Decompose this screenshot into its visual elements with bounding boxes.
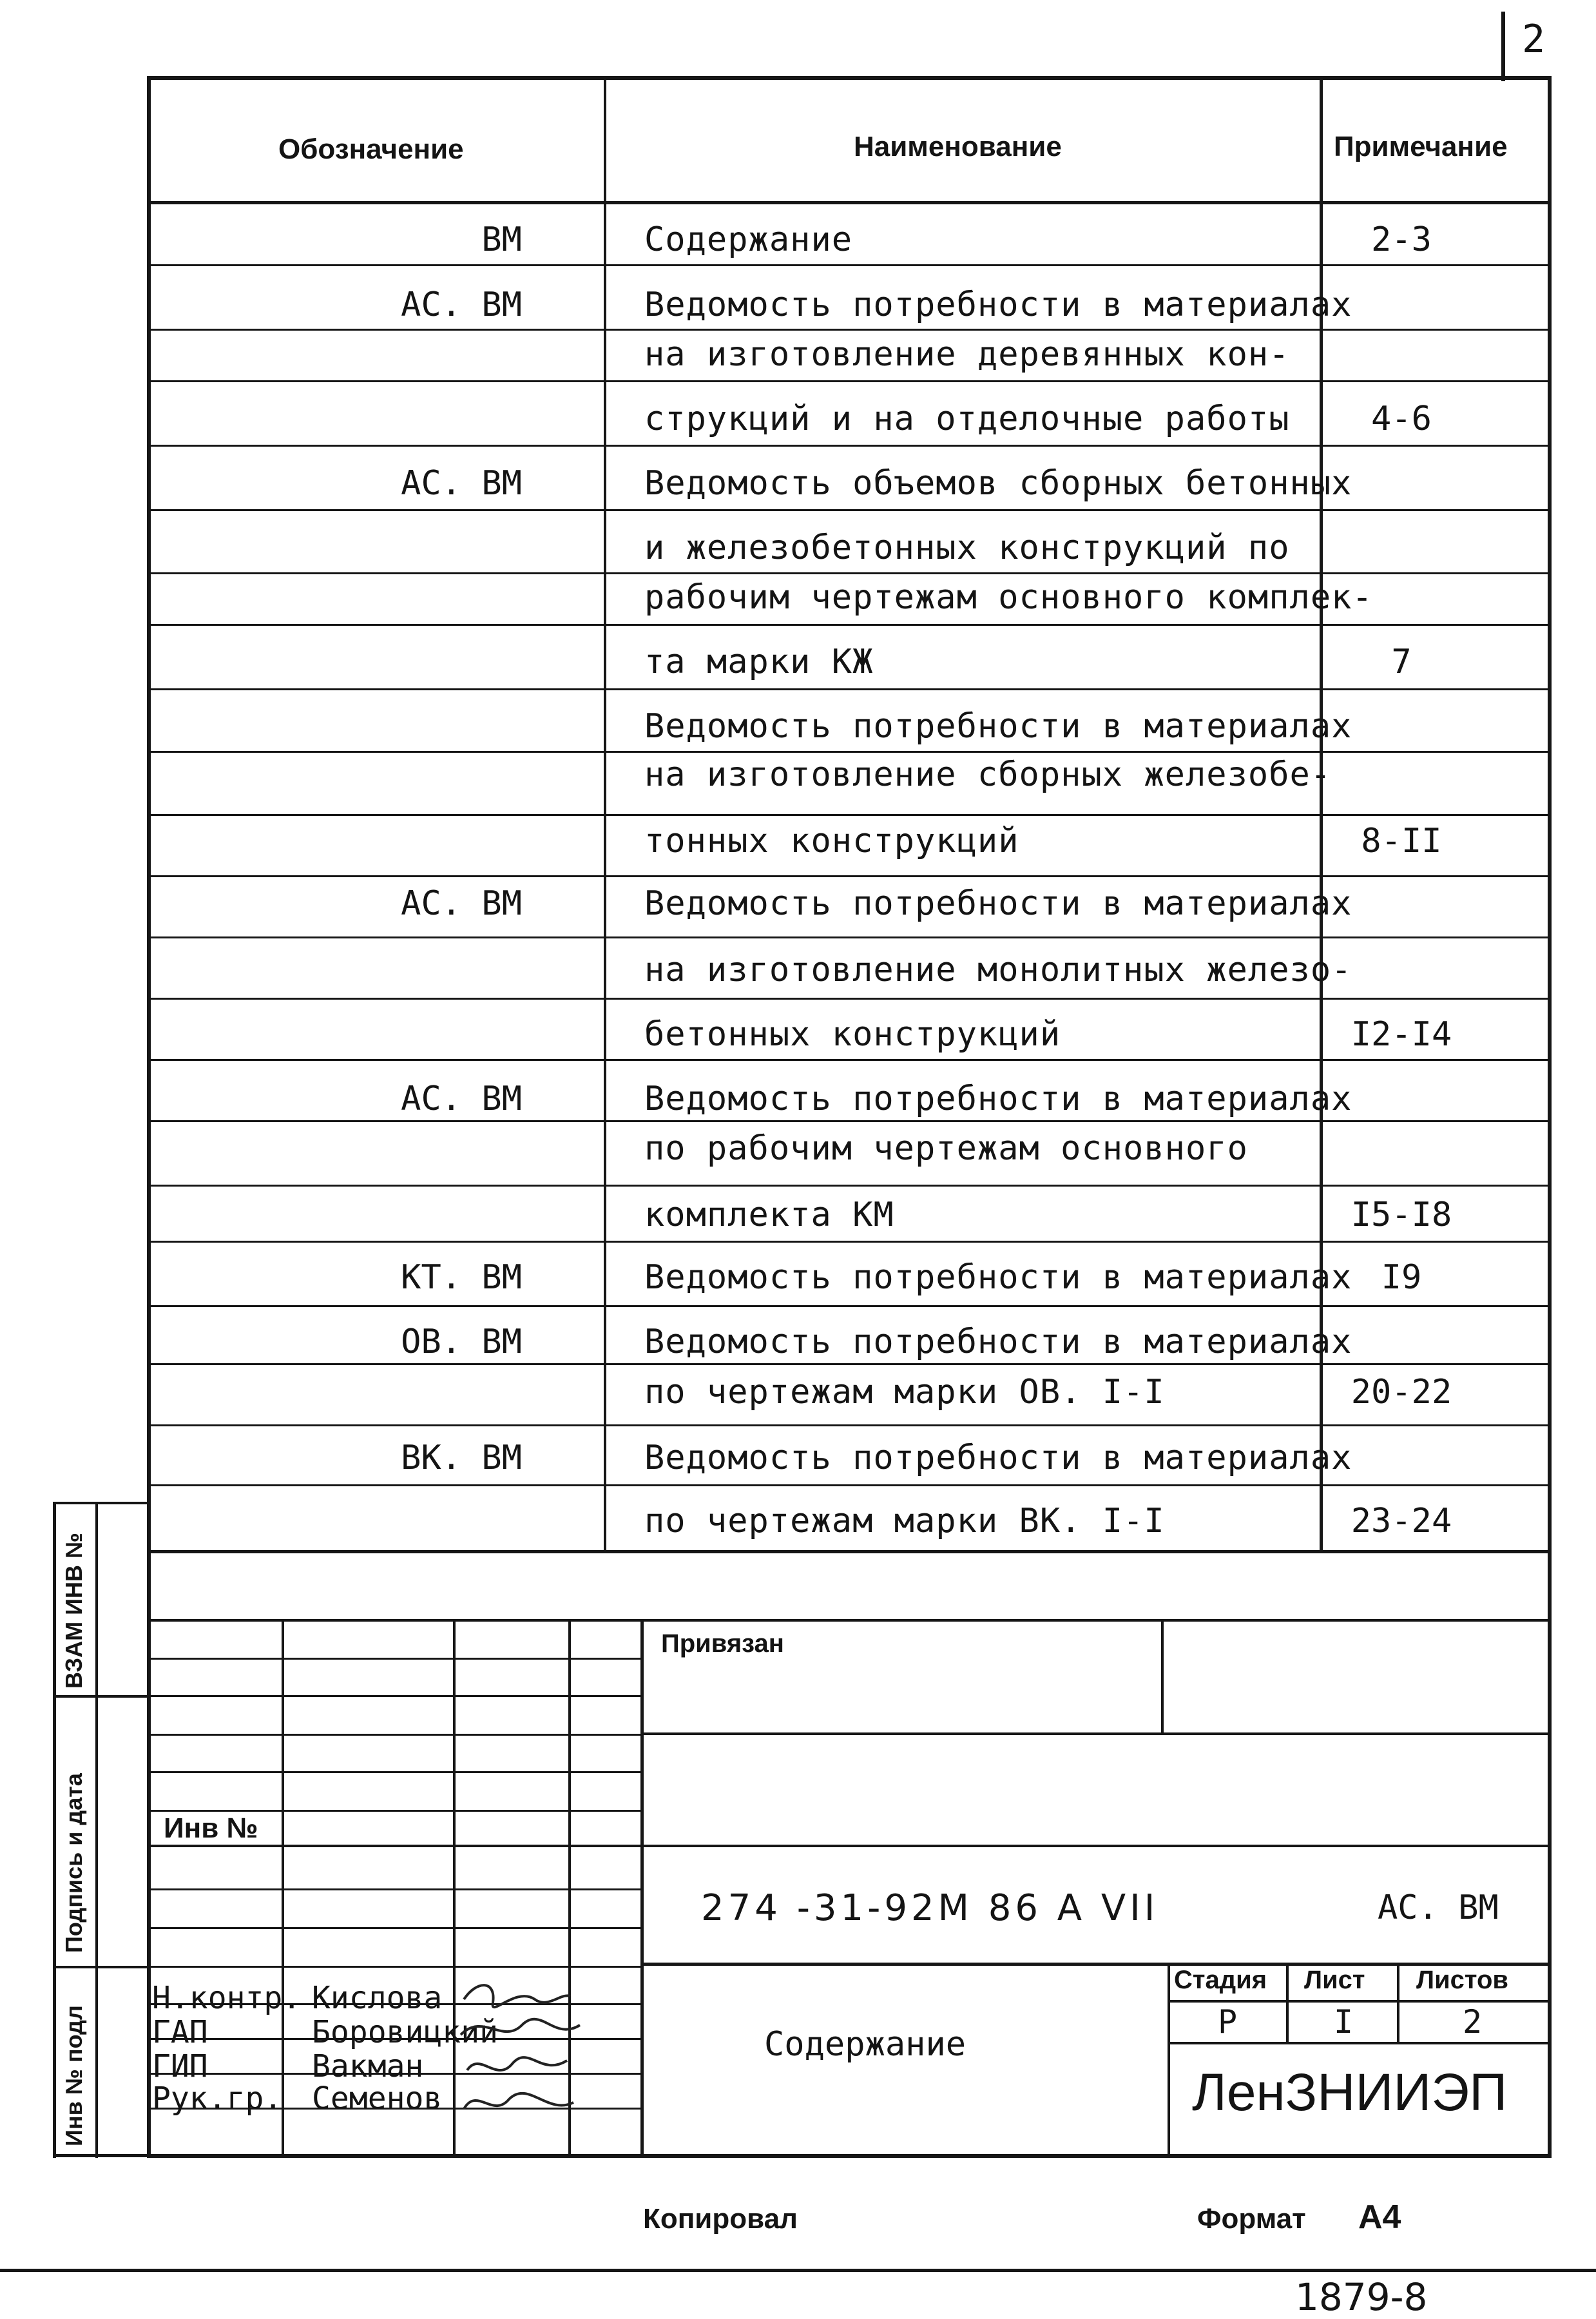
row-line bbox=[147, 751, 1552, 753]
stamp-organization: ЛенЗНИИЭП bbox=[1192, 2063, 1508, 2122]
header-note: Примечание bbox=[1334, 131, 1508, 162]
footer-format-value: А4 bbox=[1358, 2198, 1401, 2236]
stamp-person: Семенов bbox=[312, 2081, 443, 2117]
row-note: 4-6 bbox=[1371, 400, 1432, 438]
row-name: рабочим чертежам основного комплек- bbox=[644, 578, 1373, 617]
row-line bbox=[147, 329, 1552, 331]
stamp-row bbox=[147, 1927, 642, 1929]
row-name: тонных конструкций bbox=[644, 822, 1019, 860]
stamp-person: Кислова bbox=[312, 1980, 443, 2016]
side-strip-divider bbox=[53, 1966, 149, 1968]
stamp-person: Боровицкий bbox=[312, 2014, 498, 2050]
row-line bbox=[147, 998, 1552, 1000]
footer-rule bbox=[0, 2269, 1596, 2272]
stamp-title: Содержание bbox=[764, 2025, 966, 2064]
side-label-sign-date: Подпись и дата bbox=[61, 1773, 87, 1953]
row-line bbox=[147, 1484, 1552, 1486]
stamp-role: ГАП bbox=[152, 2014, 208, 2050]
row-line bbox=[147, 1424, 1552, 1426]
stamp-top bbox=[147, 1619, 1552, 1622]
row-name: на изготовление сборных железобе- bbox=[644, 755, 1332, 794]
stamp-privyazan: Привязан bbox=[661, 1629, 784, 1658]
stamp-row bbox=[1168, 2042, 1552, 2044]
stamp-role: Рук.гр. bbox=[152, 2081, 283, 2117]
row-name: Ведомость потребности в материалах bbox=[644, 884, 1352, 923]
row-name: Ведомость потребности в материалах bbox=[644, 1323, 1352, 1361]
side-strip-divider bbox=[53, 1695, 149, 1698]
page-number: 2 bbox=[1522, 17, 1546, 62]
stamp-row bbox=[147, 1695, 642, 1697]
footer-copied: Копировал bbox=[643, 2203, 798, 2235]
side-strip-bottom bbox=[53, 2154, 149, 2157]
row-designation: КТ. ВМ bbox=[401, 1258, 522, 1297]
page-number-divider bbox=[1501, 12, 1505, 81]
stamp-col bbox=[1397, 1963, 1399, 2043]
row-line bbox=[147, 814, 1552, 816]
stamp-row bbox=[147, 1888, 642, 1890]
header-designation: Обозначение bbox=[278, 133, 464, 165]
row-name: по рабочим чертежам основного bbox=[644, 1129, 1248, 1168]
stamp-stage-label: Стадия bbox=[1174, 1966, 1267, 1994]
stamp-sheet-value: I bbox=[1334, 2003, 1354, 2041]
row-name: Ведомость объемов сборных бетонных bbox=[644, 464, 1352, 503]
row-line bbox=[147, 1241, 1552, 1243]
stamp-row bbox=[640, 1845, 1552, 1847]
footer-code: 1879-8 bbox=[1295, 2275, 1428, 2319]
footer-format-label: Формат bbox=[1197, 2203, 1306, 2235]
stamp-doc-code: 274 -31-92М 86 А VII bbox=[701, 1887, 1159, 1929]
stamp-col bbox=[1286, 1963, 1289, 2043]
stamp-row bbox=[147, 1845, 642, 1847]
row-line bbox=[147, 380, 1552, 382]
row-designation: ОВ. ВМ bbox=[401, 1323, 522, 1361]
stamp-sheet-label: Лист bbox=[1304, 1966, 1365, 1994]
row-line bbox=[147, 1363, 1552, 1365]
row-designation: АС. ВМ bbox=[401, 286, 522, 324]
stamp-stage-value: Р bbox=[1218, 2003, 1238, 2041]
row-note: 2-3 bbox=[1371, 220, 1432, 259]
row-line bbox=[147, 1305, 1552, 1307]
side-strip-inner bbox=[95, 1502, 98, 2158]
row-name: струкций и на отделочные работы bbox=[644, 400, 1290, 438]
side-label-inv-podl: Инв № подл bbox=[61, 2005, 87, 2146]
side-label-vzam: ВЗАМ ИНВ № bbox=[61, 1532, 87, 1689]
stamp-row bbox=[640, 1732, 1552, 1735]
row-name: комплекта КМ bbox=[644, 1196, 894, 1234]
row-line bbox=[147, 445, 1552, 447]
frame-bottom bbox=[147, 2154, 1552, 2158]
row-line bbox=[147, 264, 1552, 266]
stamp-col bbox=[1168, 1963, 1170, 2156]
row-note: 8-II bbox=[1361, 822, 1442, 860]
row-name: Ведомость потребности в материалах bbox=[644, 1258, 1352, 1297]
stamp-col bbox=[1161, 1619, 1164, 1734]
row-name: на изготовление монолитных железо- bbox=[644, 951, 1352, 989]
row-designation: АС. ВМ bbox=[401, 1080, 522, 1118]
row-name: Ведомость потребности в материалах bbox=[644, 1080, 1352, 1118]
stamp-role: Н.контр. bbox=[152, 1980, 302, 2016]
stamp-row bbox=[147, 1966, 642, 1968]
stamp-sheets-label: Листов bbox=[1416, 1966, 1508, 1994]
row-line bbox=[147, 936, 1552, 938]
frame-top bbox=[147, 76, 1552, 80]
row-designation: ВК. ВМ bbox=[401, 1439, 522, 1477]
row-name: на изготовление деревянных кон- bbox=[644, 335, 1290, 374]
row-line bbox=[147, 1185, 1552, 1187]
row-note: 20-22 bbox=[1351, 1373, 1452, 1412]
row-designation: ВМ bbox=[481, 220, 522, 259]
stamp-row bbox=[147, 1810, 642, 1812]
row-designation: АС. ВМ bbox=[401, 884, 522, 923]
row-line bbox=[147, 875, 1552, 877]
row-line bbox=[147, 1059, 1552, 1061]
stamp-sheets-value: 2 bbox=[1463, 2003, 1483, 2041]
row-note: 7 bbox=[1391, 643, 1412, 681]
row-name: Ведомость потребности в материалах bbox=[644, 1439, 1352, 1477]
stamp-row bbox=[147, 1658, 642, 1660]
side-strip-top bbox=[53, 1502, 149, 1504]
row-name: Ведомость потребности в материалах bbox=[644, 707, 1352, 746]
stamp-row bbox=[147, 1771, 642, 1773]
row-name: и железобетонных конструкций по bbox=[644, 529, 1290, 567]
row-line bbox=[147, 624, 1552, 626]
row-line bbox=[147, 509, 1552, 511]
header-bottom bbox=[147, 201, 1552, 204]
stamp-row bbox=[640, 1963, 1552, 1966]
stamp-row bbox=[147, 1734, 642, 1736]
row-name: по чертежам марки ВК. I-I bbox=[644, 1502, 1165, 1540]
signatures-scribble bbox=[457, 1974, 586, 2128]
stamp-doc-mark: АС. ВМ bbox=[1378, 1888, 1499, 1927]
row-name: Содержание bbox=[644, 220, 853, 259]
row-line bbox=[147, 572, 1552, 574]
row-name: по чертежам марки ОВ. I-I bbox=[644, 1373, 1165, 1412]
row-name: Ведомость потребности в материалах bbox=[644, 286, 1352, 324]
row-line bbox=[147, 1120, 1552, 1122]
stamp-person: Вакман bbox=[312, 2048, 424, 2084]
row-designation: АС. ВМ bbox=[401, 464, 522, 503]
row-note: 23-24 bbox=[1351, 1502, 1452, 1540]
side-strip-left bbox=[53, 1502, 56, 2158]
row-name: та марки КЖ bbox=[644, 643, 874, 681]
stamp-inv-no: Инв № bbox=[164, 1812, 258, 1844]
row-note: I2-I4 bbox=[1351, 1015, 1452, 1054]
row-line bbox=[147, 688, 1552, 690]
table-bottom bbox=[147, 1550, 1552, 1553]
row-name: бетонных конструкций bbox=[644, 1015, 1061, 1054]
stamp-row bbox=[1168, 2000, 1552, 2003]
header-name: Наименование bbox=[854, 131, 1062, 162]
row-note: I5-I8 bbox=[1351, 1196, 1452, 1234]
row-note: I9 bbox=[1381, 1258, 1422, 1297]
stamp-role: ГИП bbox=[152, 2048, 208, 2084]
